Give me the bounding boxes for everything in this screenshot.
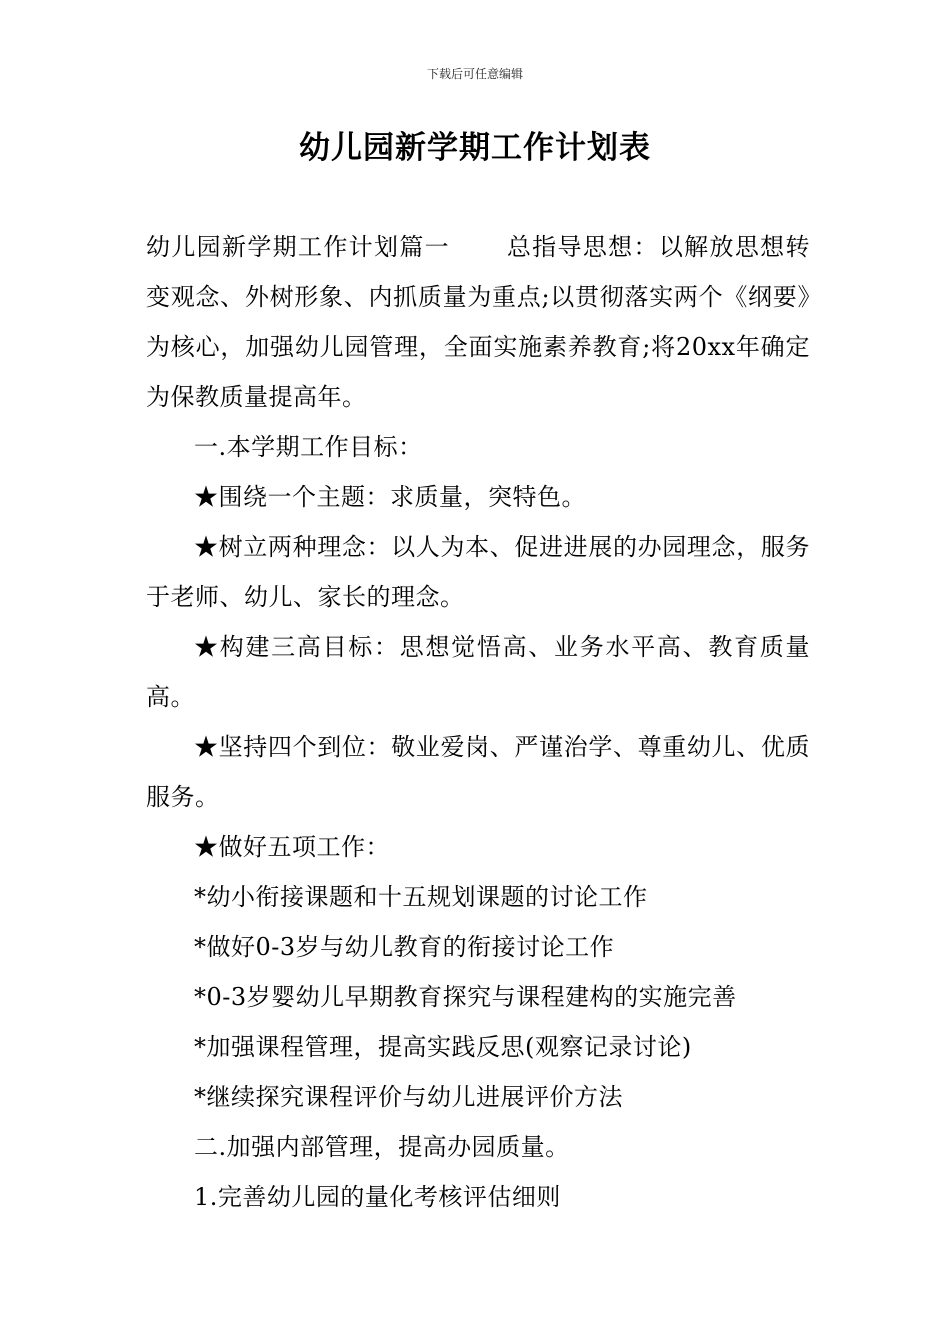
task-item: *继续探究课程评价与幼儿进展评价方法 — [194, 1083, 623, 1111]
goal-item: ★围绕一个主题：求质量，突特色。 — [194, 483, 586, 511]
goal-item: ★树立两种理念：以人为本、促进进展的办园理念，服务于老师、幼儿、家长的理念。 — [146, 533, 810, 611]
document-body — [146, 222, 810, 1222]
section-heading-management: 二.加强内部管理，提高办园质量。 — [194, 1133, 570, 1161]
goal-item: ★构建三高目标：思想觉悟高、业务水平高、教育质量高。 — [146, 633, 810, 711]
management-item: 1.完善幼儿园的量化考核评估细则 — [194, 1183, 561, 1211]
intro-text: 总指导思想：以解放思想转变观念、外树形象、内抓质量为重点;以贯彻落实两个《纲要》为核心，加强幼儿园管理，全面实施素养教育;将20xx年确定为保教质量提高年。 — [146, 233, 810, 411]
intro-heading: 幼儿园新学期工作计划篇一 — [146, 233, 450, 261]
document-title: 幼儿园新学期工作计划表 — [299, 130, 651, 166]
task-item: *0-3岁婴幼儿早期教育探究与课程建构的实施完善 — [194, 983, 737, 1011]
intro-paragraph — [146, 222, 810, 422]
header-note: 下载后可任意编辑 — [426, 67, 523, 81]
goal-item: ★做好五项工作： — [194, 833, 390, 861]
goal-item: ★坚持四个到位：敬业爱岗、严谨治学、尊重幼儿、优质服务。 — [146, 733, 810, 811]
task-item: *加强课程管理，提高实践反思(观察记录讨论) — [194, 1033, 692, 1061]
task-item: *做好0-3岁与幼儿教育的衔接讨论工作 — [194, 933, 615, 961]
section-heading-goals: 一.本学期工作目标： — [194, 433, 423, 461]
task-item: *幼小衔接课题和十五规划课题的讨论工作 — [194, 883, 648, 911]
